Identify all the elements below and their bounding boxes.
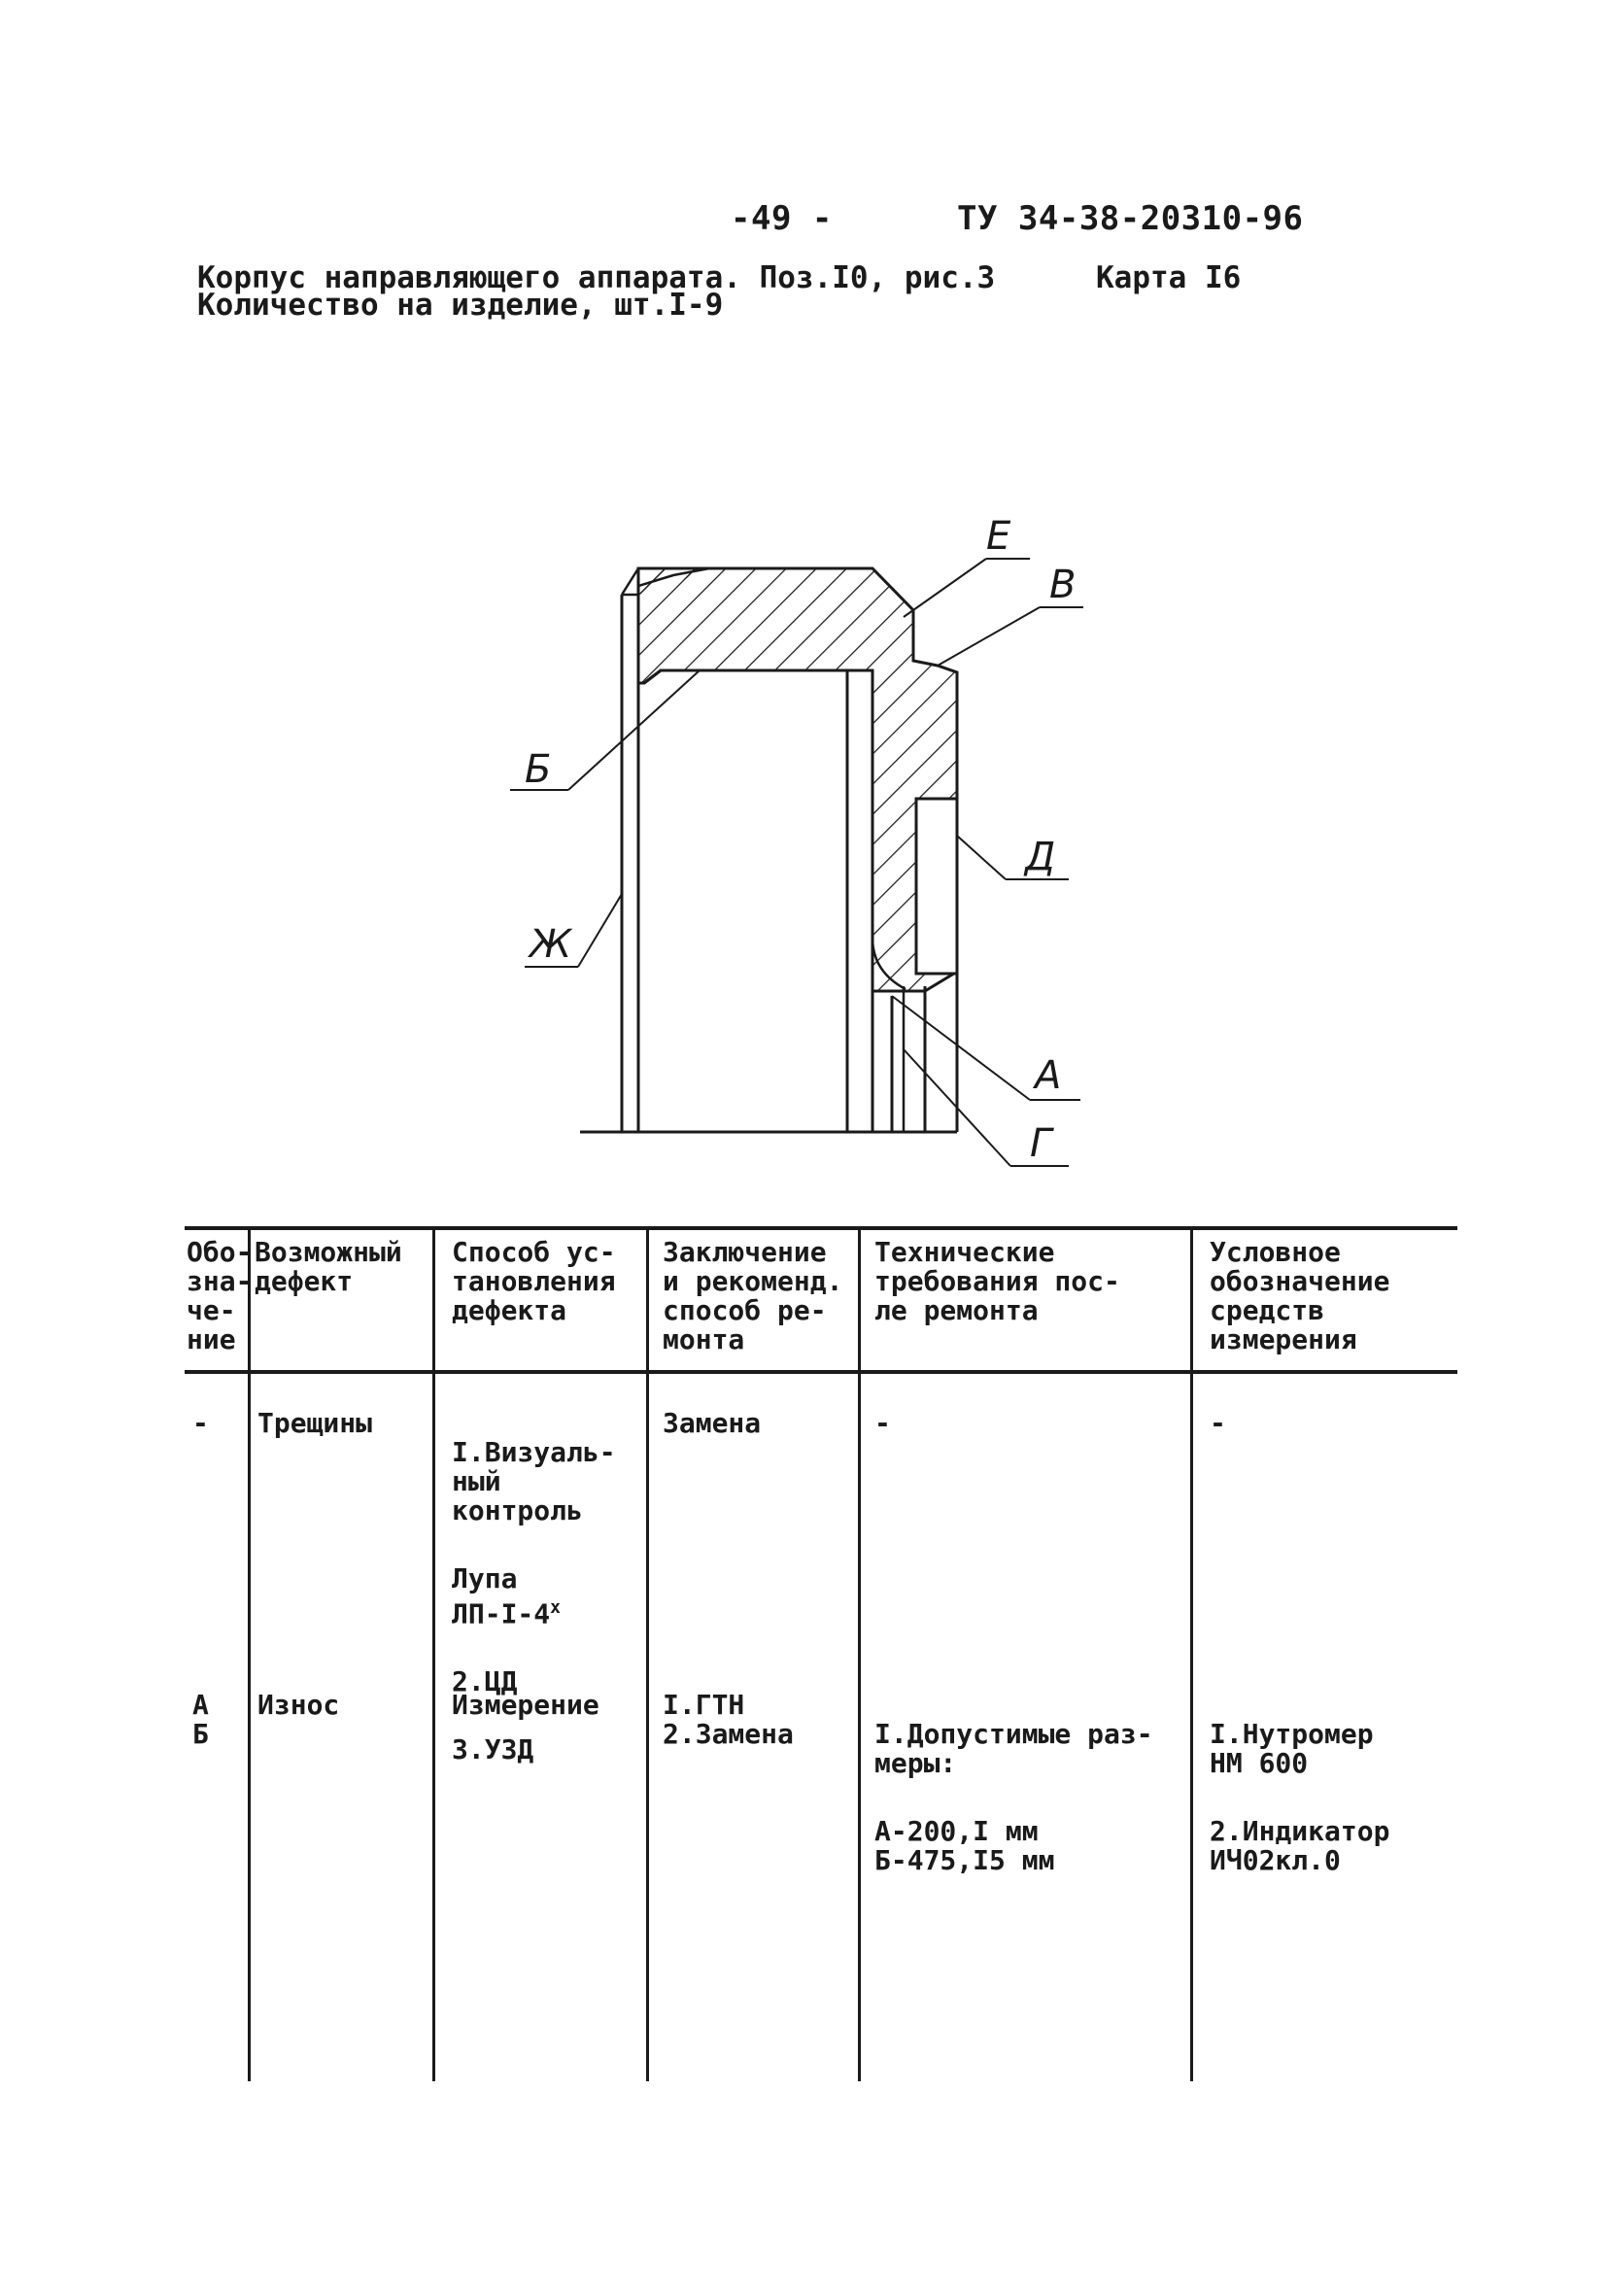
label-zh: Ж: [530, 922, 572, 967]
label-g: Г: [1030, 1121, 1052, 1166]
hatched-section: [638, 568, 957, 991]
header-instruments: Условное обозначение средств измерения: [1210, 1236, 1390, 1355]
header-requirements: Технические требования пос- ле ремонта: [874, 1236, 1120, 1326]
header-repair: Заключение и рекоменд. способ ре- монта: [663, 1236, 843, 1355]
defect-table: [185, 1226, 1457, 2081]
row2-method: Измерение: [452, 1689, 599, 1721]
quantity-per-product: Количество на изделие, шт.I-9: [197, 288, 724, 323]
label-e: Е: [986, 514, 1011, 559]
row1-method-visual: I.Визуаль- ный контроль: [452, 1436, 616, 1526]
row2-instrument-bore-gauge: I.Нутромер НМ 600: [1210, 1718, 1374, 1779]
label-b: Б: [525, 747, 552, 792]
row2-repair: I.ГТН 2.Замена: [663, 1689, 794, 1750]
card-number: Карта I6: [1096, 260, 1242, 295]
row2-requirements: [874, 1691, 1153, 1914]
row2-defect: Износ: [257, 1689, 340, 1721]
header-defect: Возможный дефект: [255, 1236, 402, 1297]
row1-defect: Трещины: [257, 1407, 373, 1439]
label-d: Д: [1025, 835, 1056, 879]
part-section-drawing: [486, 505, 1127, 1205]
row2-req-sizes: А-200,I мм Б-475,I5 мм: [874, 1815, 1055, 1876]
table-top-rule: [185, 1226, 1457, 1230]
row2-req-allowed: I.Допустимые раз- меры:: [874, 1718, 1153, 1779]
label-v: В: [1049, 563, 1077, 607]
document-code: ТУ 34-38-20310-96: [957, 199, 1304, 238]
header-method: Способ ус- тановления дефекта: [452, 1236, 616, 1326]
row2-designation: А Б: [192, 1689, 209, 1750]
row1-method-magnifier: Лупа ЛП-I-4$^x$: [452, 1562, 561, 1630]
label-a: А: [1035, 1053, 1062, 1098]
row2-instruments: [1210, 1691, 1389, 1914]
row1-requirements: -: [874, 1407, 891, 1439]
row1-instruments: -: [1210, 1407, 1226, 1439]
row1-method: [452, 1409, 616, 1803]
row2-instrument-indicator: 2.Индикатор ИЧ02кл.0: [1210, 1815, 1390, 1876]
row1-designation: -: [192, 1407, 209, 1439]
part-title: Корпус направляющего аппарата. Поз.I0, рис.3: [197, 260, 996, 295]
table-header-rule: [185, 1370, 1457, 1374]
row1-method-uzd: 3.УЗД: [452, 1733, 534, 1766]
row1-repair: Замена: [663, 1407, 762, 1439]
page-number: -49 -: [731, 199, 833, 238]
header-designation: Обо- зна- че- ние: [187, 1236, 253, 1355]
row1-method-cd: 2.ЦД: [452, 1665, 518, 1698]
